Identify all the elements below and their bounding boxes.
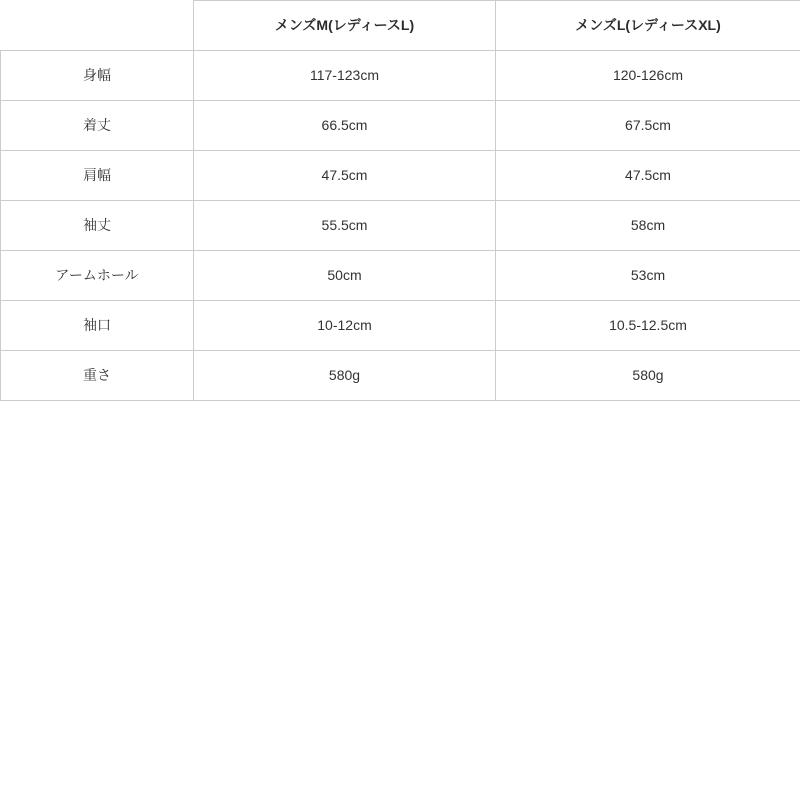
- table-row: [1, 151, 800, 201]
- table-row: [1, 101, 800, 151]
- bottom-whitespace: [0, 401, 800, 411]
- table-header-row: [1, 1, 800, 51]
- row-label-length: 着丈: [1, 101, 194, 151]
- table-row: [1, 251, 800, 301]
- cell-shoulder-width-mens-l: 47.5cm: [496, 151, 800, 201]
- table-row: [1, 201, 800, 251]
- table-row: [1, 301, 800, 351]
- cell-cuff-mens-m: 10-12cm: [194, 301, 496, 351]
- row-label-cuff: 袖口: [1, 301, 194, 351]
- cell-sleeve-length-mens-m: 55.5cm: [194, 201, 496, 251]
- column-header-mens-m: メンズM(レディースL): [194, 1, 496, 51]
- row-label-shoulder-width: 肩幅: [1, 151, 194, 201]
- row-label-weight: 重さ: [1, 351, 194, 401]
- row-label-armhole: アームホール: [1, 251, 194, 301]
- cell-body-width-mens-l: 120-126cm: [496, 51, 800, 101]
- row-label-body-width: 身幅: [1, 51, 194, 101]
- cell-weight-mens-l: 580g: [496, 351, 800, 401]
- cell-sleeve-length-mens-l: 58cm: [496, 201, 800, 251]
- table-row: [1, 351, 800, 401]
- row-label-sleeve-length: 袖丈: [1, 201, 194, 251]
- table-row: [1, 51, 800, 101]
- column-header-mens-l: メンズL(レディースXL): [496, 1, 800, 51]
- cell-length-mens-m: 66.5cm: [194, 101, 496, 151]
- cell-cuff-mens-l: 10.5-12.5cm: [496, 301, 800, 351]
- cell-length-mens-l: 67.5cm: [496, 101, 800, 151]
- cell-weight-mens-m: 580g: [194, 351, 496, 401]
- cell-armhole-mens-m: 50cm: [194, 251, 496, 301]
- cell-shoulder-width-mens-m: 47.5cm: [194, 151, 496, 201]
- cell-body-width-mens-m: 117-123cm: [194, 51, 496, 101]
- table-head: [1, 1, 800, 51]
- table-corner-cell: [1, 1, 194, 51]
- cell-armhole-mens-l: 53cm: [496, 251, 800, 301]
- table-body: [1, 51, 800, 401]
